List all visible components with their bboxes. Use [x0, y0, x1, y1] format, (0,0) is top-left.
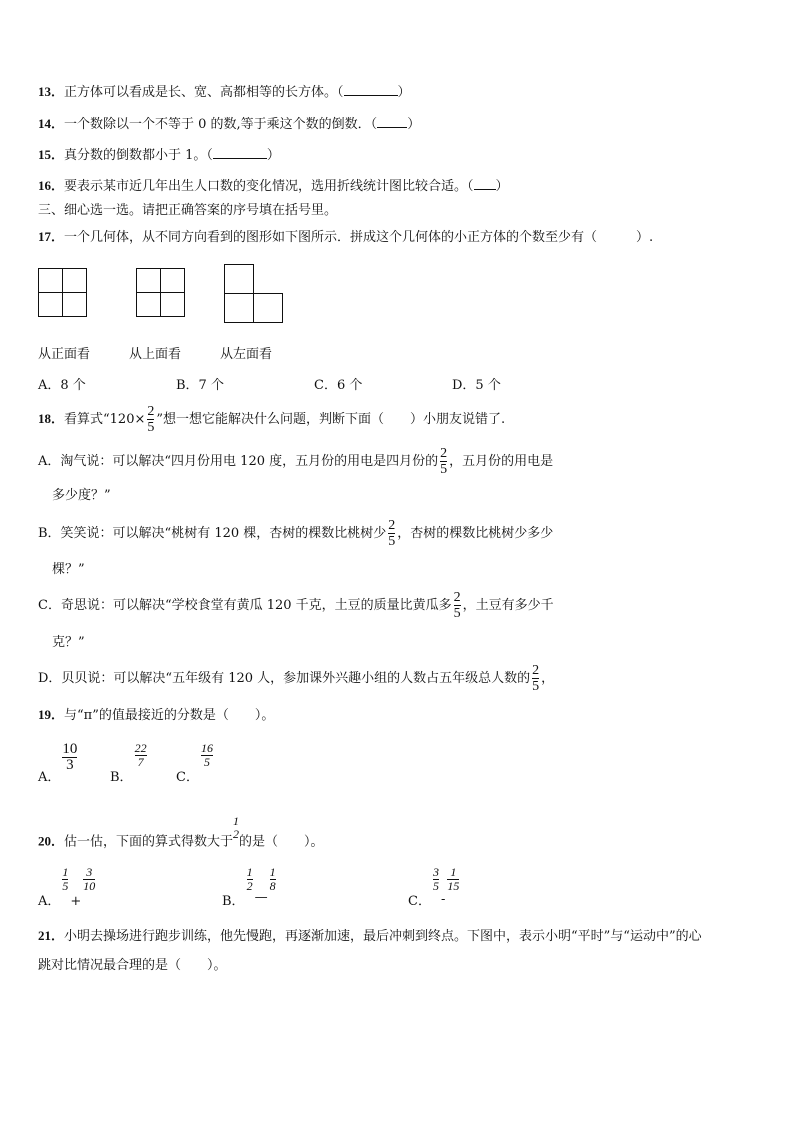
option-c[interactable]: C． $\frac{3}{5}$ - $\frac{1}{15}$ [408, 865, 460, 909]
question-21 [38, 928, 702, 945]
question-text: 正方体可以看成是长、宽、高都相等的长方体。（ [64, 85, 344, 100]
option-text: A．淘气说：可以解决“四月份用电 120 度，五月份的用电是四月份的 [38, 454, 439, 469]
answer-blank[interactable] [213, 146, 267, 159]
operator: - [440, 892, 446, 907]
option-b[interactable]: B． $\frac{22}{7}$ [110, 741, 147, 785]
option-c[interactable]: C． $\frac{16}{5}$ [176, 741, 213, 785]
answer-blank[interactable] [474, 177, 496, 190]
view-cell [224, 264, 254, 294]
option-b-continued: 棵？” [52, 562, 85, 577]
view-cell [38, 268, 63, 293]
fraction: $\frac{22}{7}$ [134, 741, 147, 769]
question-text: 一个几何体，从不同方向看到的图形如下图所示．拼成这个几何体的小正方体的个数至少有（ ）. [64, 230, 654, 245]
question-text: 真分数的倒数都小于 1。（ [64, 148, 213, 163]
option-c-continued: 克？” [52, 635, 85, 650]
answer-blank[interactable] [344, 83, 398, 96]
top-view-caption: 从上面看 [129, 347, 182, 362]
question-13 [38, 83, 411, 101]
option-a[interactable]: A． $\frac{10}{3}$ [38, 741, 78, 785]
question-text: 与“π”的值最接近的分数是（ ）。 [64, 708, 275, 723]
question-number: 14． [38, 116, 65, 131]
option-a[interactable]: A．8 个 [38, 378, 86, 393]
fraction: 1 2 [233, 814, 240, 841]
operator: — [254, 890, 268, 905]
view-cell [253, 293, 283, 323]
fraction: $\frac{2}{5}$ [453, 590, 461, 621]
option-b[interactable] [38, 515, 553, 553]
fraction: $\frac{10}{3}$ [62, 741, 78, 773]
option-a[interactable] [38, 443, 553, 481]
option-c[interactable]: C．6 个 [314, 378, 363, 393]
left-view-caption: 从左面看 [220, 347, 273, 362]
question-14 [38, 115, 420, 133]
question-text: 看算式“120× [64, 412, 146, 427]
close-paren: ） [266, 148, 280, 163]
fraction: $\frac{16}{5}$ [200, 741, 213, 769]
question-text: 一个数除以一个不等于 0 的数,等于乘这个数的倒数．（ [64, 117, 378, 132]
fraction: $\frac{1}{5}$ [62, 865, 69, 893]
question-number: 16． [38, 178, 65, 193]
question-15 [38, 146, 280, 164]
question-text: ”想一想它能解决什么问题，判断下面（ ）小朋友说错了. [156, 412, 506, 427]
fraction: $\frac{2}{5}$ [388, 518, 396, 549]
option-d[interactable] [38, 660, 554, 698]
question-number: 15． [38, 147, 65, 162]
question-number: 19． [38, 707, 65, 722]
fraction: $\frac{1}{2}$ [246, 865, 253, 893]
fraction: $\frac{3}{5}$ [432, 865, 439, 893]
question-20 [38, 814, 324, 855]
section-heading: 三、细心选一选。请把正确答案的序号填在括号里。 [38, 203, 338, 218]
question-17 [38, 229, 653, 246]
fraction: $\frac{2}{5}$ [147, 404, 155, 435]
question-21-continued: 跳对比情况最合理的是（ ）。 [38, 958, 227, 973]
option-c[interactable] [38, 587, 554, 625]
question-number: 21． [38, 928, 65, 943]
fraction: $\frac{1}{15}$ [447, 865, 460, 893]
view-cell [38, 292, 63, 317]
view-cell [136, 292, 161, 317]
question-number: 18． [38, 411, 65, 426]
view-cell [62, 268, 87, 293]
fraction: $\frac{2}{5}$ [532, 663, 540, 694]
fraction: $\frac{2}{5}$ [440, 446, 448, 477]
option-text: D．贝贝说：可以解决“五年级有 120 人，参加课外兴趣小组的人数占五年级总人数的 [38, 671, 531, 686]
question-text: 的是（ ）。 [239, 834, 324, 850]
fraction: $\frac{1}{8}$ [269, 865, 276, 893]
view-cell [224, 293, 254, 323]
option-a-continued: 多少度？” [52, 488, 111, 503]
close-paren: ） [495, 179, 509, 194]
question-number: 17． [38, 229, 65, 244]
option-text: ， [541, 671, 555, 686]
option-b[interactable]: B． $\frac{1}{2}$ — $\frac{1}{8}$ [222, 865, 276, 909]
option-a[interactable]: A． $\frac{1}{5}$ + $\frac{3}{10}$ [38, 865, 96, 909]
question-number: 13． [38, 84, 65, 99]
front-view-caption: 从正面看 [38, 347, 91, 362]
view-cell [136, 268, 161, 293]
answer-blank[interactable] [377, 115, 407, 128]
option-text: B．笑笑说：可以解决“桃树有 120 棵，杏树的棵数比桃树少 [38, 526, 387, 541]
option-text: ，五月份的用电是 [449, 454, 554, 469]
option-text: ，土豆有多少千 [462, 598, 554, 613]
question-18 [38, 400, 505, 439]
fraction: $\frac{3}{10}$ [83, 865, 96, 893]
operator: + [70, 894, 82, 909]
close-paren: ） [407, 117, 421, 132]
option-text: ，杏树的棵数比桃树少多少 [397, 526, 554, 541]
option-b[interactable]: B．7 个 [176, 378, 224, 393]
question-number: 20． [38, 833, 65, 849]
question-text: 要表示某市近几年出生人口数的变化情况，选用折线统计图比较合适。（ [64, 179, 474, 194]
question-text: 小明去操场进行跑步训练，他先慢跑，再逐渐加速，最后冲刺到终点。下图中，表示小明“平时”与“运动中”的心 [64, 929, 702, 944]
question-19 [38, 707, 274, 724]
view-cell [160, 292, 185, 317]
question-text: 估一估，下面的算式得数大于 [64, 834, 234, 850]
question-16 [38, 177, 509, 195]
option-d[interactable]: D．5 个 [452, 378, 501, 393]
view-cell [62, 292, 87, 317]
view-cell [160, 268, 185, 293]
close-paren: ） [397, 85, 411, 100]
option-text: C．奇思说：可以解决“学校食堂有黄瓜 120 千克，土豆的质量比黄瓜多 [38, 598, 452, 613]
